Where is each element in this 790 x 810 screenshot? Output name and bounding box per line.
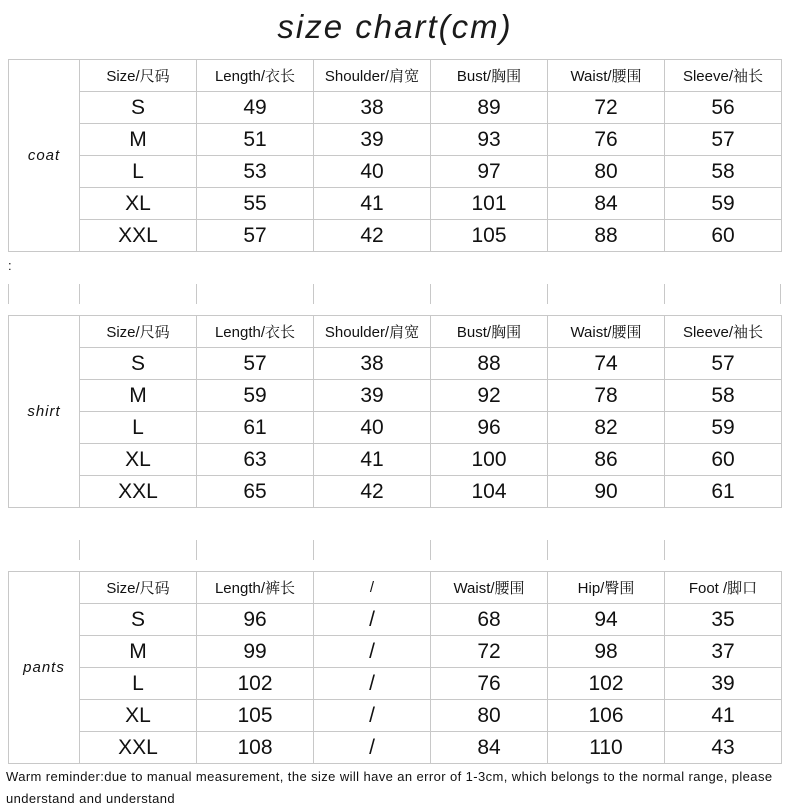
table-cell: / bbox=[314, 732, 431, 764]
table-cell: 57 bbox=[665, 124, 782, 156]
table-cell: 57 bbox=[197, 220, 314, 252]
table-cell: 76 bbox=[548, 124, 665, 156]
table-cell: 86 bbox=[548, 444, 665, 476]
table-cell: 88 bbox=[431, 348, 548, 380]
table-cell: / bbox=[314, 668, 431, 700]
table-cell: XXL bbox=[80, 220, 197, 252]
header-cell: Bust/胸围 bbox=[431, 60, 548, 92]
table-header-row bbox=[9, 60, 782, 92]
table-cell: 41 bbox=[314, 188, 431, 220]
measurement-note: Warm reminder:due to manual measurement, the size will have an error of 1-3cm, which belongs to the normal range, please understand and understand bbox=[6, 769, 773, 806]
table-cell: 106 bbox=[548, 700, 665, 732]
table-cell: 72 bbox=[548, 92, 665, 124]
table-cell: 96 bbox=[431, 412, 548, 444]
table-cell: 53 bbox=[197, 156, 314, 188]
table-cell: 96 bbox=[197, 604, 314, 636]
header-cell: Waist/腰围 bbox=[548, 60, 665, 92]
table-header-row bbox=[9, 316, 782, 348]
table-row bbox=[9, 92, 782, 124]
table-row bbox=[9, 124, 782, 156]
table-cell: 42 bbox=[314, 220, 431, 252]
header-cell: / bbox=[314, 572, 431, 604]
table-cell: 49 bbox=[197, 92, 314, 124]
table-cell: XL bbox=[80, 188, 197, 220]
table-cell: M bbox=[80, 636, 197, 668]
header-cell: Size/尺码 bbox=[80, 316, 197, 348]
table-cell: 38 bbox=[314, 92, 431, 124]
table-cell: 65 bbox=[197, 476, 314, 508]
table-cell: 37 bbox=[665, 636, 782, 668]
table-cell: 92 bbox=[431, 380, 548, 412]
table-cell: 80 bbox=[548, 156, 665, 188]
table-cell: 58 bbox=[665, 156, 782, 188]
table-cell: 84 bbox=[431, 732, 548, 764]
table-cell: 56 bbox=[665, 92, 782, 124]
table-cell: 74 bbox=[548, 348, 665, 380]
table-cell: 41 bbox=[314, 444, 431, 476]
header-cell: Shoulder/肩宽 bbox=[314, 316, 431, 348]
table-cell: 61 bbox=[197, 412, 314, 444]
table-cell: 35 bbox=[665, 604, 782, 636]
table-cell: 39 bbox=[665, 668, 782, 700]
table-cell: 72 bbox=[431, 636, 548, 668]
table-row bbox=[9, 188, 782, 220]
column-divider-stubs bbox=[8, 540, 781, 560]
table-cell: 78 bbox=[548, 380, 665, 412]
table-cell: 41 bbox=[665, 700, 782, 732]
table-row bbox=[9, 732, 782, 764]
table-cell: M bbox=[80, 380, 197, 412]
table-row bbox=[9, 604, 782, 636]
table-cell: L bbox=[80, 412, 197, 444]
table-cell: 51 bbox=[197, 124, 314, 156]
table-cell: 68 bbox=[431, 604, 548, 636]
header-cell: Length/衣长 bbox=[197, 60, 314, 92]
table-cell: L bbox=[80, 156, 197, 188]
table-cell: 39 bbox=[314, 124, 431, 156]
category-label: pants bbox=[9, 572, 80, 764]
table-cell: 60 bbox=[665, 220, 782, 252]
table-cell: 59 bbox=[665, 188, 782, 220]
header-cell: Sleeve/袖长 bbox=[665, 316, 782, 348]
table-cell: 40 bbox=[314, 156, 431, 188]
table-cell: 100 bbox=[431, 444, 548, 476]
table-cell: 102 bbox=[197, 668, 314, 700]
table-cell: 59 bbox=[665, 412, 782, 444]
table-cell: 57 bbox=[665, 348, 782, 380]
table-cell: 63 bbox=[197, 444, 314, 476]
table-cell: XXL bbox=[80, 732, 197, 764]
shirt-size-table bbox=[8, 315, 782, 508]
header-cell: Size/尺码 bbox=[80, 572, 197, 604]
table-cell: XL bbox=[80, 444, 197, 476]
table-cell: 84 bbox=[548, 188, 665, 220]
table-cell: 102 bbox=[548, 668, 665, 700]
table-cell: 40 bbox=[314, 412, 431, 444]
header-cell: Shoulder/肩宽 bbox=[314, 60, 431, 92]
table-cell: XL bbox=[80, 700, 197, 732]
table-row bbox=[9, 380, 782, 412]
coat-size-table-section bbox=[8, 59, 781, 252]
table-cell: 76 bbox=[431, 668, 548, 700]
table-cell: 89 bbox=[431, 92, 548, 124]
table-row bbox=[9, 476, 782, 508]
table-cell: 58 bbox=[665, 380, 782, 412]
table-cell: S bbox=[80, 92, 197, 124]
table-cell: 38 bbox=[314, 348, 431, 380]
table-cell: / bbox=[314, 636, 431, 668]
table-cell: M bbox=[80, 124, 197, 156]
page-title: size chart(cm) bbox=[277, 8, 513, 45]
table-cell: 57 bbox=[197, 348, 314, 380]
header-cell: Foot /脚口 bbox=[665, 572, 782, 604]
category-label: shirt bbox=[9, 316, 80, 508]
table-cell: 43 bbox=[665, 732, 782, 764]
header-cell: Hip/臀围 bbox=[548, 572, 665, 604]
table-cell: 98 bbox=[548, 636, 665, 668]
table-cell: 59 bbox=[197, 380, 314, 412]
header-cell: Length/裤长 bbox=[197, 572, 314, 604]
table-row bbox=[9, 444, 782, 476]
table-row bbox=[9, 156, 782, 188]
table-cell: 90 bbox=[548, 476, 665, 508]
table-row bbox=[9, 220, 782, 252]
table-cell: 93 bbox=[431, 124, 548, 156]
pants-size-table-section bbox=[8, 540, 781, 764]
table-cell: S bbox=[80, 604, 197, 636]
table-cell: 105 bbox=[197, 700, 314, 732]
table-row bbox=[9, 412, 782, 444]
coat-size-table bbox=[8, 59, 782, 252]
table-row bbox=[9, 636, 782, 668]
header-cell: Size/尺码 bbox=[80, 60, 197, 92]
table-cell: 55 bbox=[197, 188, 314, 220]
table-cell: / bbox=[314, 700, 431, 732]
table-cell: S bbox=[80, 348, 197, 380]
table-row bbox=[9, 700, 782, 732]
header-cell: Waist/腰围 bbox=[431, 572, 548, 604]
table-cell: 99 bbox=[197, 636, 314, 668]
table-row bbox=[9, 348, 782, 380]
header-cell: Length/衣长 bbox=[197, 316, 314, 348]
table-cell: 108 bbox=[197, 732, 314, 764]
table-cell: 94 bbox=[548, 604, 665, 636]
category-label: coat bbox=[9, 60, 80, 252]
table-header-row bbox=[9, 572, 782, 604]
table-cell: 101 bbox=[431, 188, 548, 220]
table-cell: 39 bbox=[314, 380, 431, 412]
table-cell: 97 bbox=[431, 156, 548, 188]
table-cell: 42 bbox=[314, 476, 431, 508]
table-row bbox=[9, 668, 782, 700]
table-cell: 88 bbox=[548, 220, 665, 252]
table-cell: 105 bbox=[431, 220, 548, 252]
separator-mark: : bbox=[8, 258, 12, 273]
table-cell: 61 bbox=[665, 476, 782, 508]
header-cell: Bust/胸围 bbox=[431, 316, 548, 348]
header-cell: Sleeve/袖长 bbox=[665, 60, 782, 92]
shirt-size-table-section bbox=[8, 284, 781, 508]
table-cell: 104 bbox=[431, 476, 548, 508]
table-cell: / bbox=[314, 604, 431, 636]
table-cell: 80 bbox=[431, 700, 548, 732]
column-divider-stubs bbox=[8, 284, 781, 304]
table-cell: XXL bbox=[80, 476, 197, 508]
table-cell: 60 bbox=[665, 444, 782, 476]
header-cell: Waist/腰围 bbox=[548, 316, 665, 348]
pants-size-table bbox=[8, 571, 782, 764]
table-cell: 110 bbox=[548, 732, 665, 764]
table-cell: 82 bbox=[548, 412, 665, 444]
table-cell: L bbox=[80, 668, 197, 700]
